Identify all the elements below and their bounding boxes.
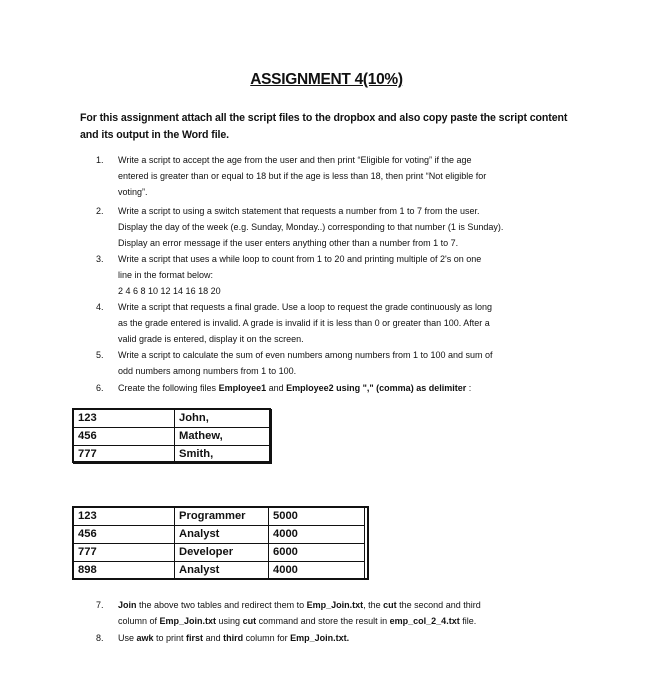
table-cell-salary: 6000 bbox=[269, 544, 365, 562]
list-text: entered is greater than or equal to 18 but if the age is less than 18, then print “Not eligible for bbox=[118, 171, 487, 181]
file-name-employee2: Employee2 using "," (comma) as delimiter bbox=[286, 383, 467, 393]
list-number: 3. bbox=[96, 254, 104, 264]
list-text: the second and third bbox=[396, 600, 481, 610]
file-name: emp_col_2_4.txt bbox=[389, 616, 460, 626]
assignment-intro: For this assignment attach all the script files to the dropbox and also copy paste the script content and its output in the Word file. bbox=[80, 112, 568, 141]
list-text: odd numbers among numbers from 1 to 100. bbox=[118, 366, 297, 376]
keyword-join: Join bbox=[118, 600, 137, 610]
table-row bbox=[74, 446, 272, 464]
file-name-employee1: Employee1 bbox=[218, 383, 267, 393]
keyword-awk: awk bbox=[136, 633, 154, 643]
list-text: Create the following files bbox=[118, 383, 219, 393]
list-number: 1. bbox=[96, 155, 104, 165]
page-title: ASSIGNMENT 4(10%) bbox=[250, 71, 403, 88]
list-text: Write a script to calculate the sum of even numbers among numbers from 1 to 100 and sum of bbox=[118, 350, 493, 360]
table-cell-role: Developer bbox=[175, 544, 269, 562]
file-name: Emp_Join.txt. bbox=[290, 633, 350, 643]
table-cell-salary: 5000 bbox=[269, 508, 365, 526]
table-row bbox=[74, 526, 365, 544]
keyword-first: first bbox=[186, 633, 204, 643]
table-cell-role: Analyst bbox=[175, 526, 269, 544]
list-text: as the grade entered is invalid. A grade is invalid if it is less than 0 or greater than 100. After a bbox=[118, 318, 490, 328]
list-text: : bbox=[466, 383, 472, 393]
table-cell-name: John, bbox=[175, 410, 272, 428]
table-cell-id: 898 bbox=[74, 562, 175, 580]
list-text: voting”. bbox=[118, 187, 148, 197]
table-cell-id: 777 bbox=[74, 446, 175, 464]
list-text: column of bbox=[118, 616, 160, 626]
list-number: 4. bbox=[96, 302, 104, 312]
list-number: 7. bbox=[96, 600, 104, 610]
keyword-third: third bbox=[223, 633, 244, 643]
list-text: valid grade is entered, display it on the screen. bbox=[118, 334, 304, 344]
list-number: 8. bbox=[96, 633, 104, 643]
table-cell-salary: 4000 bbox=[269, 562, 365, 580]
table-cell-id: 123 bbox=[74, 508, 175, 526]
table-cell-id: 123 bbox=[74, 410, 175, 428]
list-text: line in the format below: bbox=[118, 270, 214, 280]
list-text: command and store the result in bbox=[256, 616, 390, 626]
list-number: 2. bbox=[96, 206, 104, 216]
table-cell-role: Programmer bbox=[175, 508, 269, 526]
list-text: Display an error message if the user enters anything other than a number from 1 to 7. bbox=[118, 238, 459, 248]
list-text: , the bbox=[363, 600, 384, 610]
list-text: Write a script that requests a final grade. Use a loop to request the grade continuously as long bbox=[118, 302, 493, 312]
keyword-cut: cut bbox=[242, 616, 257, 626]
file-name: Emp_Join.txt bbox=[306, 600, 364, 610]
list-text: Display the day of the week (e.g. Sunday, Monday..) corresponding to that number (1 is Sunday). bbox=[118, 222, 504, 232]
table-row bbox=[74, 562, 365, 580]
list-text: and bbox=[203, 633, 224, 643]
list-text: the above two tables and redirect them to bbox=[136, 600, 307, 610]
list-text: Write a script to using a switch statement that requests a number from 1 to 7 from the user. bbox=[118, 206, 480, 216]
employee1-table bbox=[73, 409, 272, 464]
table-cell-salary: 4000 bbox=[269, 526, 365, 544]
table-cell-name: Smith, bbox=[175, 446, 272, 464]
table-cell-id: 777 bbox=[74, 544, 175, 562]
list-number: 5. bbox=[96, 350, 104, 360]
table-row bbox=[74, 410, 272, 428]
table-row bbox=[74, 508, 365, 526]
employee2-table bbox=[73, 507, 365, 580]
list-text: 2 4 6 8 10 12 14 16 18 20 bbox=[118, 286, 221, 296]
list-text: column for bbox=[243, 633, 291, 643]
list-text: Write a script to accept the age from the user and then print “Eligible for voting” if the age bbox=[118, 155, 472, 165]
list-text: using bbox=[216, 616, 243, 626]
file-name: Emp_Join.txt bbox=[159, 616, 217, 626]
list-text: to print bbox=[153, 633, 187, 643]
table-cell-id: 456 bbox=[74, 526, 175, 544]
keyword-cut: cut bbox=[383, 600, 397, 610]
table-cell-role: Analyst bbox=[175, 562, 269, 580]
table-row bbox=[74, 544, 365, 562]
list-number: 6. bbox=[96, 383, 104, 393]
table-cell-id: 456 bbox=[74, 428, 175, 446]
list-text: file. bbox=[459, 616, 477, 626]
table-cell-name: Mathew, bbox=[175, 428, 272, 446]
list-text: Use bbox=[118, 633, 137, 643]
list-text: Write a script that uses a while loop to count from 1 to 20 and printing multiple of 2's on one bbox=[118, 254, 482, 264]
list-text: and bbox=[266, 383, 287, 393]
table-row bbox=[74, 428, 272, 446]
